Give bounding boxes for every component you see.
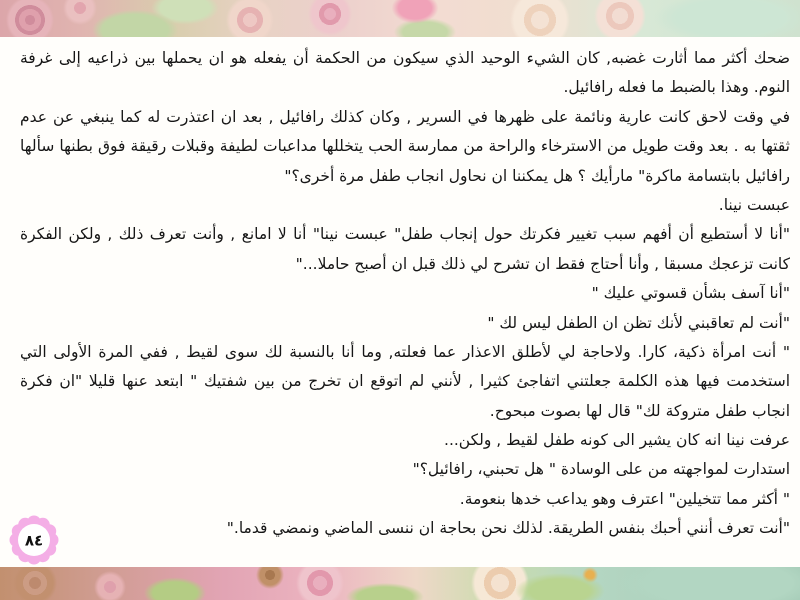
page-number-badge xyxy=(9,515,59,565)
text-line: " أكثر مما تتخيلين" اعترف وهو يداعب خدها بنعومة. xyxy=(459,489,790,508)
text-line: عرفت نينا انه كان يشير الى كونه طفل لقيط , ولكن... xyxy=(444,431,790,450)
text-line: استدارت لمواجهته من على الوسادة " هل تحبني، رافائيل؟" xyxy=(412,460,790,479)
text-body xyxy=(0,37,800,567)
floral-border-bottom xyxy=(0,567,800,600)
text-line: استخدمت فيها هذه الكلمة جعلتني اتفاجئ كثيرا , لأنني لم اتوقع ان تخرج من بين شفتيك " ابتعد عنها قليلا "ان فكرة xyxy=(20,372,790,391)
text-line: في وقت لاحق كانت عارية ونائمة على ظهرها في السرير , وكان كذلك رافائيل , بعد ان اعتذرت له كما ينبغي عن عدم xyxy=(20,107,790,126)
text-line: "أنا لا أستطيع أن أفهم سبب تغيير فكرتك حول إنجاب طفل" عبست نينا" أنا لا امانع , وأنت تعرف ذلك , ولكن الفكرة xyxy=(20,225,790,244)
floral-border-top xyxy=(0,0,800,37)
text-line: رافائيل بابتسامة ماكرة" مارأيك ؟ هل يمكننا ان نحاول انجاب طفل مرة أخرى؟" xyxy=(284,166,790,185)
text-line: " أنت امرأة ذكية، كارا. ولاحاجة لي لأطلق الاعذار عما فعلته, وما أنا بالنسبة لك سوى لقيط , ففي المرة الأولى التي xyxy=(20,342,790,361)
text-line: "أنت لم تعاقبني لأنك تظن ان الطفل ليس لك " xyxy=(487,313,790,332)
text-line: انجاب طفل متروكة لك" قال لها بصوت مبحوح. xyxy=(489,401,790,420)
text-line: كانت تزعجك مسبقا , وأنا أحتاج فقط ان تشرح لي ذلك قبل ان أصبح حاملا..." xyxy=(295,254,790,273)
text-line: "أنت تعرف أنني أحبك بنفس الطريقة. لذلك نحن بحاجة ان ننسى الماضي ونمضي قدما." xyxy=(226,519,790,538)
text-line: عبست نينا. xyxy=(718,195,790,214)
text-line: ضحك أكثر مما أثارت غضبه, كان الشيء الوحيد الذي سيكون من الحكمة أن يفعله هو ان يحملها بين ذراعيه إلى غرفة xyxy=(20,49,790,67)
text-line: ثقتها به . بعد وقت طويل من الاسترخاء والراحة من ممارسة الحب يتخللها مداعبات لطيفة وقبلات رقيقة فوق بطنها سألها xyxy=(20,137,790,156)
text-line: النوم. وهذا بالضبط ما فعله رافائيل. xyxy=(563,78,790,97)
page-number: ٨٤ xyxy=(24,531,44,550)
flower-icon xyxy=(9,515,59,565)
text-line: "أنا آسف بشأن قسوتي عليك " xyxy=(591,284,790,303)
